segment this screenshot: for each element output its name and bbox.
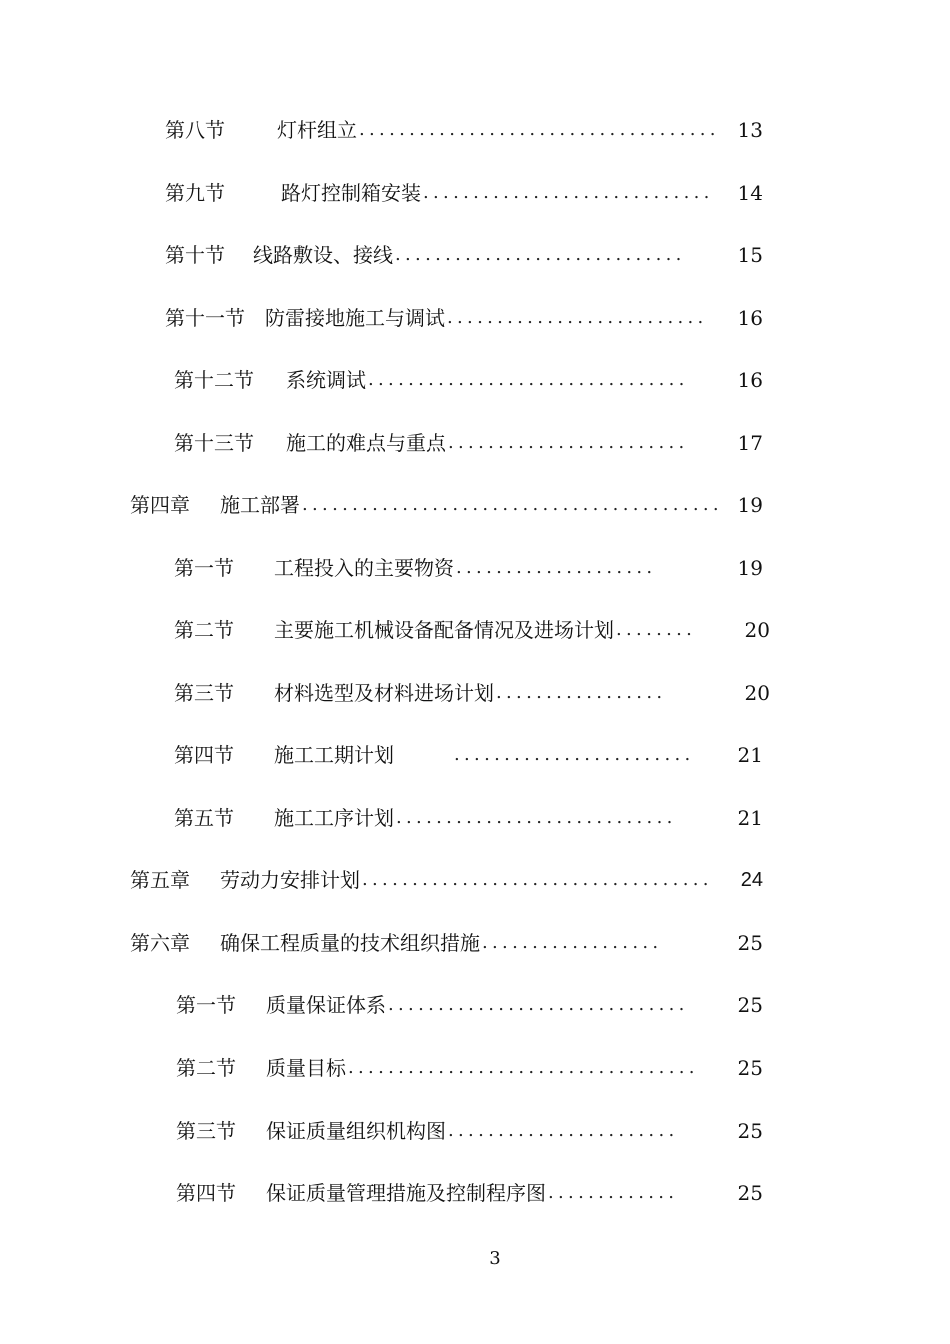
- toc-entry[interactable]: [174, 362, 763, 394]
- toc-entry-number: 第十二节: [174, 368, 254, 392]
- toc-entry[interactable]: [165, 175, 763, 207]
- toc-dot-leader: ........: [616, 619, 697, 640]
- toc-entry-page: 13: [737, 118, 763, 142]
- toc-entry-page: 17: [737, 431, 763, 455]
- toc-entry-page: 16: [737, 368, 763, 392]
- toc-entry[interactable]: [174, 612, 770, 644]
- toc-dot-leader: ..................: [482, 932, 663, 953]
- toc-entry-page: 20: [744, 618, 770, 642]
- toc-entry-title: 线路敷设、接线: [253, 243, 393, 267]
- toc-entry-page: 24: [740, 869, 763, 891]
- toc-dot-leader: ....................................: [359, 119, 720, 140]
- toc-entry-title: 施工的难点与重点: [286, 431, 446, 455]
- toc-dot-leader: ................................: [368, 369, 689, 390]
- toc-entry-number: 第二节: [176, 1056, 236, 1080]
- toc-entry-page: 25: [737, 1119, 763, 1143]
- toc-entry[interactable]: [165, 112, 763, 144]
- toc-entry-title: 施工部署: [220, 493, 300, 517]
- toc-dot-leader: .............: [548, 1182, 679, 1203]
- toc-dot-leader: .............................: [423, 182, 714, 203]
- toc-entry-number: 第四章: [130, 493, 190, 517]
- toc-entry-number: 第四节: [176, 1181, 236, 1205]
- toc-dot-leader: ...................................: [348, 1057, 699, 1078]
- toc-entry[interactable]: [174, 800, 763, 832]
- toc-entry[interactable]: [165, 300, 763, 332]
- toc-entry-title: 劳动力安排计划: [220, 868, 360, 892]
- toc-entry[interactable]: [165, 237, 763, 269]
- toc-dot-leader: .......................: [448, 1120, 679, 1141]
- page-number: 3: [489, 1248, 501, 1269]
- toc-entry-title: 施工工序计划: [274, 806, 394, 830]
- toc-entry-number: 第三节: [174, 681, 234, 705]
- toc-entry-number: 第十三节: [174, 431, 254, 455]
- toc-entry-page: 20: [744, 681, 770, 705]
- toc-entry-title: 系统调试: [286, 368, 366, 392]
- toc-entry-number: 第八节: [165, 118, 225, 142]
- toc-entry-title: 质量保证体系: [266, 993, 386, 1017]
- toc-entry[interactable]: [176, 1113, 763, 1145]
- toc-entry-number: 第十节: [165, 243, 225, 267]
- toc-entry-page: 14: [737, 181, 763, 205]
- toc-entry-title: 主要施工机械设备配备情况及进场计划: [274, 618, 614, 642]
- toc-entry[interactable]: [176, 1175, 763, 1207]
- toc-entry-number: 第十一节: [165, 306, 245, 330]
- toc-dot-leader: ..............................: [388, 994, 689, 1015]
- toc-entry-page: 25: [737, 1056, 763, 1080]
- toc-entry[interactable]: [174, 737, 763, 769]
- toc-entry-page: 25: [737, 931, 763, 955]
- toc-entry[interactable]: [174, 675, 770, 707]
- toc-dot-leader: ..........................: [447, 307, 708, 328]
- toc-entry-title: 工程投入的主要物资: [274, 556, 454, 580]
- toc-entry-title: 材料选型及材料进场计划: [274, 681, 494, 705]
- toc-entry-page: 21: [737, 806, 763, 830]
- toc-entry-page: 25: [737, 993, 763, 1017]
- toc-dot-leader: ....................: [456, 557, 657, 578]
- toc-entry-page: 21: [737, 743, 763, 767]
- toc-entry-number: 第三节: [176, 1119, 236, 1143]
- toc-entry[interactable]: [174, 550, 763, 582]
- toc-dot-leader: ........................: [448, 432, 689, 453]
- toc-entry-title: 施工工期计划: [274, 743, 394, 767]
- toc-entry-page: 19: [737, 493, 763, 517]
- toc-entry-title: 质量目标: [266, 1056, 346, 1080]
- toc-entry-page: 25: [737, 1181, 763, 1205]
- toc-entry[interactable]: [176, 987, 763, 1019]
- toc-entry-number: 第五章: [130, 868, 190, 892]
- toc-entry[interactable]: [176, 1050, 763, 1082]
- toc-entry-number: 第六章: [130, 931, 190, 955]
- toc-dot-leader: ............................: [396, 807, 677, 828]
- toc-entry-number: 第二节: [174, 618, 234, 642]
- toc-dot-leader: .................: [496, 682, 667, 703]
- toc-entry-number: 第九节: [165, 181, 225, 205]
- toc-entry-title: 防雷接地施工与调试: [265, 306, 445, 330]
- toc-entry[interactable]: [174, 425, 763, 457]
- toc-entry-number: 第四节: [174, 743, 234, 767]
- toc-entry-title: 路灯控制箱安装: [281, 181, 421, 205]
- toc-entry-title: 保证质量组织机构图: [266, 1119, 446, 1143]
- toc-chapter-entry[interactable]: [130, 862, 763, 894]
- toc-entry-number: 第五节: [174, 806, 234, 830]
- toc-chapter-entry[interactable]: [130, 487, 763, 519]
- toc-dot-leader: ........................: [454, 744, 695, 765]
- toc-entry-page: 19: [737, 556, 763, 580]
- toc-chapter-entry[interactable]: [130, 925, 763, 957]
- toc-entry-page: 15: [737, 243, 763, 267]
- toc-entry-number: 第一节: [174, 556, 234, 580]
- toc-dot-leader: .............................: [395, 244, 686, 265]
- toc-dot-leader: ..........................................: [302, 494, 723, 515]
- toc-entry-page: 16: [737, 306, 763, 330]
- toc-entry-number: 第一节: [176, 993, 236, 1017]
- toc-entry-title: 灯杆组立: [277, 118, 357, 142]
- toc-entry-title: 确保工程质量的技术组织措施: [220, 931, 480, 955]
- toc-dot-leader: ...................................: [362, 869, 713, 890]
- toc-entry-title: 保证质量管理措施及控制程序图: [266, 1181, 546, 1205]
